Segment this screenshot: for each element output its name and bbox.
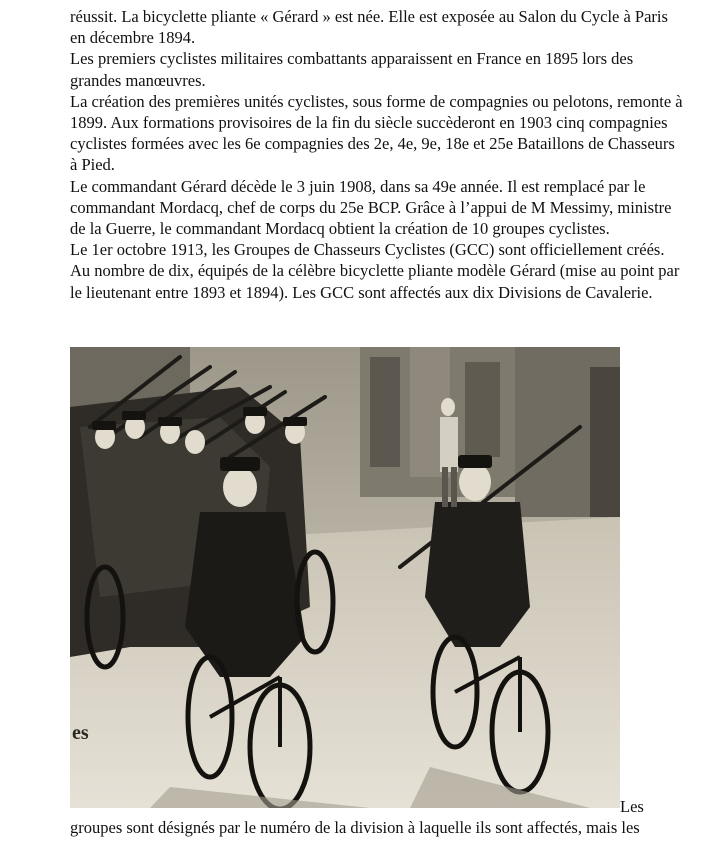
photo-caption-fragment: es — [72, 722, 89, 744]
paragraph-gcc: Le 1er octobre 1913, les Groupes de Chasseurs Cyclistes (GCC) sont officiellement créés. Au nombre de dix, équipés de la célèbre bicyclette pliante modèle Gérard (mise au point par le lieutenant entre 1893 et 1894). Les GCC sont affectés aux dix Divisions de Cavalerie. — [70, 240, 680, 302]
paragraph-salon: réussit. La bicyclette pliante « Gérard » est née. Elle est exposée au Salon du Cycle à Paris en décembre 1894. — [70, 7, 668, 48]
continuation-line: groupes sont désignés par le numéro de la division à laquelle ils sont affectés, mais les — [70, 818, 640, 837]
historical-photo-cyclists — [70, 347, 620, 808]
paragraph-premiers-cyclistes: Les premiers cyclistes militaires combattants apparaissent en France en 1895 lors des grandes manœuvres. — [70, 49, 634, 90]
body-text — [70, 6, 686, 303]
paragraph-mordacq: Le commandant Gérard décède le 3 juin 1908, dans sa 49e année. Il est remplacé par le commandant Mordacq, chef de corps du 25e BCP. Grâce à l’appui de M Messimy, ministre de la Guerre, le commandant Mordacq obtient la création de 10 groupes cyclistes. — [70, 176, 672, 239]
trailing-word: Les — [620, 797, 644, 816]
paragraph-premieres-unites: La création des premières unités cyclistes, sous forme de compagnies ou pelotons, remonte à 1899. Aux formations provisoires de la fin du siècle succèderont en 1903 cinq compagnies cyclistes formées avec les 6e compagnies des 2e, 4e, 9e, 18e et 25e Bataillons de Chasseurs à Pied. — [70, 91, 683, 175]
